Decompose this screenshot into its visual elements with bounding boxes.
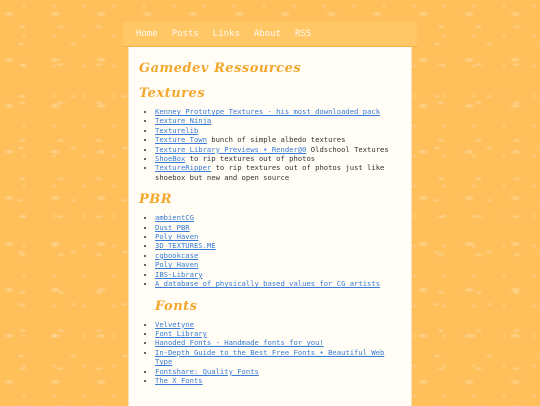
pbr-list [139, 213, 401, 288]
nav-home[interactable]: Home [136, 29, 158, 39]
item-description: Oldschool Textures [306, 144, 389, 154]
resource-link[interactable]: Dust PBR [155, 222, 190, 232]
list-item [155, 320, 401, 329]
resource-link[interactable]: Texturelib [155, 125, 199, 135]
nav-about[interactable]: About [253, 29, 281, 39]
section-heading-fonts: Fonts [155, 298, 198, 314]
list-item [155, 213, 401, 222]
list-item [155, 260, 401, 269]
list-item [155, 270, 401, 279]
resource-link[interactable]: Texture Library Previews • Render@0 [155, 144, 307, 154]
item-description: to rip textures out of photos just like shoebox but new and open source [155, 163, 385, 182]
section-heading-textures: Textures [139, 86, 206, 101]
fonts-list [139, 320, 401, 386]
list-item [155, 348, 401, 367]
resource-link[interactable]: Poly Haven [155, 260, 199, 270]
list-item [155, 107, 401, 116]
resource-link[interactable]: Font Library [155, 328, 207, 338]
resource-link[interactable]: cgbookcase [155, 250, 199, 260]
resource-link[interactable]: A database of physically based values for CG artists [155, 279, 381, 289]
list-item [155, 145, 401, 154]
list-item [155, 154, 401, 163]
top-nav [123, 22, 417, 47]
nav-links[interactable]: Links [212, 29, 240, 39]
resource-link[interactable]: TextureRipper [155, 163, 212, 173]
page-wrapper [123, 22, 417, 405]
list-item [155, 126, 401, 135]
page-title: Gamedev Ressources [139, 61, 302, 76]
list-item [155, 135, 401, 144]
resource-link[interactable]: The X Fonts [155, 375, 203, 385]
item-description: bunch of simple albedo textures [206, 135, 346, 145]
nav-rss[interactable]: RSS [294, 29, 312, 39]
list-item [155, 329, 401, 338]
list-item [155, 338, 401, 347]
resource-link[interactable]: 3D TEXTURES.ME [155, 241, 216, 251]
resource-link[interactable]: Kenney Prototype Textures - his most downloaded pack [155, 107, 381, 116]
main-content [128, 47, 412, 406]
resource-link[interactable]: ShoeBox [155, 154, 186, 164]
list-item [155, 367, 401, 376]
list-item [155, 241, 401, 250]
section-heading-pbr: PBR [139, 192, 173, 208]
list-item [155, 251, 401, 260]
resource-link[interactable]: Fontshare: Quality Fonts [155, 366, 259, 376]
list-item [155, 232, 401, 241]
resource-link[interactable]: IBS-Library [155, 269, 203, 279]
list-item [155, 376, 401, 385]
resource-link[interactable]: ambientCG [155, 213, 194, 223]
textures-list [139, 107, 401, 182]
resource-link[interactable]: Texture Ninja [155, 116, 212, 126]
resource-link[interactable]: Poly Haven [155, 232, 199, 242]
resource-link[interactable]: Velvetyne [155, 319, 194, 329]
list-item [155, 116, 401, 125]
resource-link[interactable]: Hanoded Fonts - Handmade fonts for you! [155, 338, 324, 348]
item-description: to rip textures out of photos [185, 154, 316, 164]
list-item [155, 223, 401, 232]
resource-link[interactable]: In-Depth Guide to the Best Free Fonts • Beautiful Web Type [155, 347, 385, 367]
nav-posts[interactable]: Posts [171, 29, 199, 39]
list-item [155, 279, 401, 288]
resource-link[interactable]: Texture Town [155, 135, 207, 145]
list-item [155, 163, 401, 182]
